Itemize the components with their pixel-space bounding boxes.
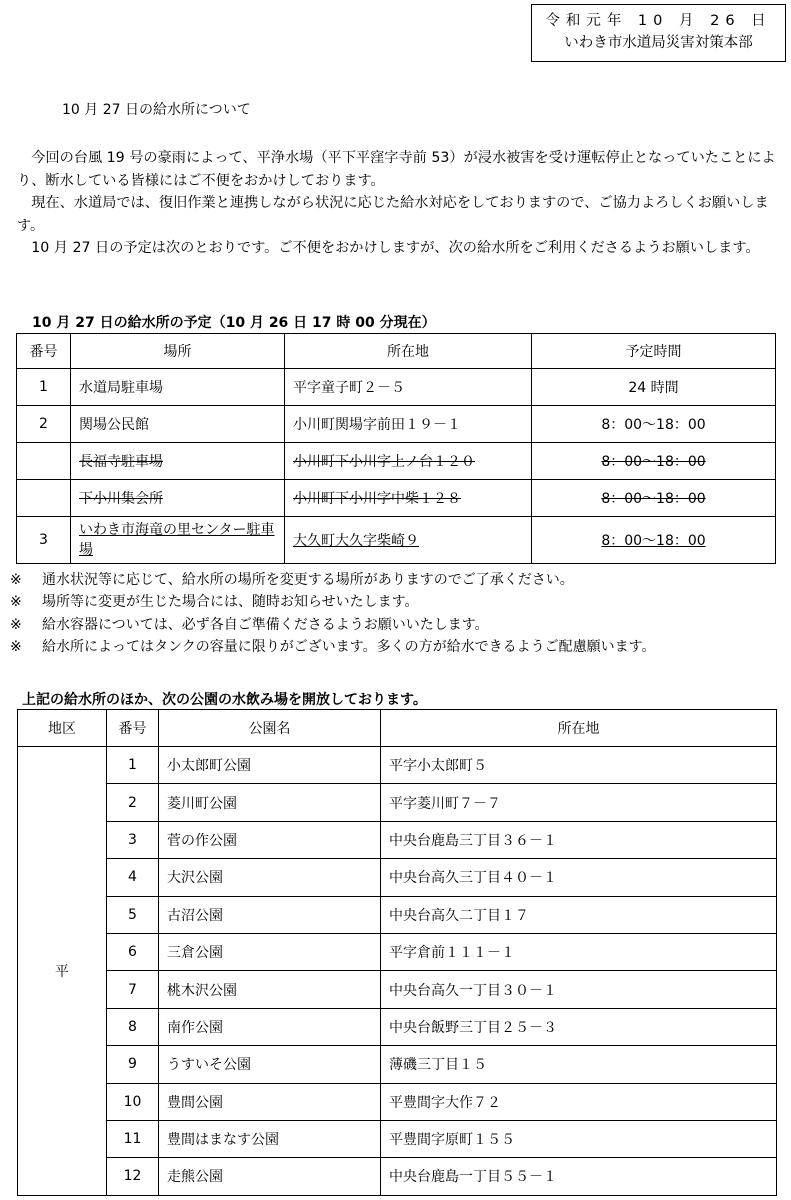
note-item: ※ 通水状況等に応じて、給水所の場所を変更する場所がありますのでご了承ください。 bbox=[10, 572, 574, 588]
paragraph-3: 10 月 27 日の予定は次のとおりです。ご不便をおかけしますが、次の給水所をご利用くださるようお願いします。 bbox=[31, 240, 760, 256]
col-header-time: 予定時間 bbox=[532, 334, 776, 369]
row-park: 菱川町公園 bbox=[159, 784, 381, 821]
row-number: 12 bbox=[107, 1158, 159, 1195]
note-item: ※ 給水容器については、必ず各自ご準備くださるようお願いいたします。 bbox=[10, 616, 489, 633]
notes-list bbox=[10, 569, 655, 659]
row-number: 1 bbox=[17, 369, 71, 406]
table-row-added bbox=[17, 517, 776, 564]
table-row bbox=[18, 1158, 777, 1195]
row-park: 菅の作公園 bbox=[159, 821, 381, 858]
row-number: 6 bbox=[107, 933, 159, 970]
table-row bbox=[18, 784, 777, 821]
row-park: 三倉公園 bbox=[159, 933, 381, 970]
col-header-number: 番号 bbox=[17, 334, 71, 369]
district-cell: 平 bbox=[18, 747, 107, 1196]
col-header-address: 所在地 bbox=[285, 334, 532, 369]
row-place: いわき市海竜の里センター駐車場 bbox=[71, 517, 285, 564]
table-row bbox=[18, 821, 777, 858]
row-number: 10 bbox=[107, 1083, 159, 1120]
row-address: 平字童子町２－５ bbox=[285, 369, 532, 406]
row-park: 桃木沢公園 bbox=[159, 971, 381, 1008]
row-address: 小川町関場字前田１９－１ bbox=[285, 406, 532, 443]
table-header-row bbox=[17, 334, 776, 369]
schedule-caption: 10 月 27 日の給水所の予定（10 月 26 日 17 時 00 分現在） bbox=[32, 315, 436, 331]
row-place: 関場公民館 bbox=[71, 406, 285, 443]
schedule-table bbox=[16, 333, 776, 564]
table-row bbox=[18, 859, 777, 896]
row-park: 豊間公園 bbox=[159, 1083, 381, 1120]
col-header-address: 所在地 bbox=[381, 710, 777, 747]
col-header-park: 公園名 bbox=[159, 710, 381, 747]
row-time: 24 時間 bbox=[532, 369, 776, 406]
table-row bbox=[18, 747, 777, 784]
row-number: 11 bbox=[107, 1120, 159, 1157]
row-number: 3 bbox=[107, 821, 159, 858]
note-item: ※ 場所等に変更が生じた場合には、随時お知らせいたします。 bbox=[10, 594, 419, 611]
row-address: 小川町下小川字中柴１２８ bbox=[285, 480, 532, 517]
row-number bbox=[17, 480, 71, 517]
header-organization: いわき市水道局災害対策本部 bbox=[564, 35, 753, 51]
table-row bbox=[18, 1120, 777, 1157]
row-number: 5 bbox=[107, 896, 159, 933]
row-address: 平豊間字大作７２ bbox=[381, 1083, 777, 1120]
table-row-cancelled bbox=[17, 480, 776, 517]
row-park: 古沼公園 bbox=[159, 896, 381, 933]
row-address: 中央台鹿島一丁目５５－１ bbox=[381, 1158, 777, 1195]
row-number bbox=[17, 443, 71, 480]
parks-table bbox=[17, 709, 777, 1196]
row-address: 平豊間字原町１５５ bbox=[381, 1120, 777, 1157]
parks-caption: 上記の給水所のほか、次の公園の水飲み場を開放しております。 bbox=[22, 692, 427, 708]
row-park: 豊間はまなす公園 bbox=[159, 1120, 381, 1157]
row-number: 8 bbox=[107, 1008, 159, 1045]
col-header-number: 番号 bbox=[107, 710, 159, 747]
row-place: 水道局駐車場 bbox=[71, 369, 285, 406]
row-address: 小川町下小川字上ノ台１２０ bbox=[285, 443, 532, 480]
row-park: 小太郎町公園 bbox=[159, 747, 381, 784]
row-time: 8：00～18：00 bbox=[532, 517, 776, 564]
row-number: 4 bbox=[107, 859, 159, 896]
row-number: 2 bbox=[17, 406, 71, 443]
row-address: 平字小太郎町５ bbox=[381, 747, 777, 784]
table-row bbox=[18, 971, 777, 1008]
table-row bbox=[18, 1046, 777, 1083]
row-number: 9 bbox=[107, 1046, 159, 1083]
row-address: 薄磯三丁目１５ bbox=[381, 1046, 777, 1083]
row-place: 下小川集会所 bbox=[71, 480, 285, 517]
header-date-box bbox=[531, 4, 786, 62]
row-number: 7 bbox=[107, 971, 159, 1008]
row-time: 8：00～18：00 bbox=[532, 480, 776, 517]
row-number: 2 bbox=[107, 784, 159, 821]
row-address: 大久町大久字柴崎９ bbox=[285, 517, 532, 564]
row-address: 中央台鹿島三丁目３６－１ bbox=[381, 821, 777, 858]
table-row-cancelled bbox=[17, 443, 776, 480]
table-row bbox=[17, 369, 776, 406]
row-address: 平字倉前１１１－１ bbox=[381, 933, 777, 970]
intro-paragraphs bbox=[17, 147, 787, 260]
row-number: 1 bbox=[107, 747, 159, 784]
row-park: 大沢公園 bbox=[159, 859, 381, 896]
row-park: 走熊公園 bbox=[159, 1158, 381, 1195]
row-address: 中央台高久三丁目４０－１ bbox=[381, 859, 777, 896]
note-item: ※ 給水所によってはタンクの容量に限りがございます。多くの方が給水できるようご配慮願います。 bbox=[10, 639, 656, 656]
row-number: 3 bbox=[17, 517, 71, 564]
row-address: 平字菱川町７－７ bbox=[381, 784, 777, 821]
paragraph-2: 現在、水道局では、復旧作業と連携しながら状況に応じた給水対応をしておりますので、ご協力よろしくお願いします。 bbox=[17, 195, 769, 234]
paragraph-1: 今回の台風 19 号の豪雨によって、平浄水場（平下平窪字寺前 53）が浸水被害を受け運転停止となっていたことにより、断水している皆様にはご不便をおかけしております。 bbox=[17, 150, 776, 189]
col-header-district: 地区 bbox=[18, 710, 107, 747]
col-header-place: 場所 bbox=[71, 334, 285, 369]
row-address: 中央台高久一丁目３０－１ bbox=[381, 971, 777, 1008]
table-header-row bbox=[18, 710, 777, 747]
row-park: 南作公園 bbox=[159, 1008, 381, 1045]
row-place: 長福寺駐車場 bbox=[71, 443, 285, 480]
table-row bbox=[17, 406, 776, 443]
header-date: 令和元年 10 月 26 日 bbox=[545, 13, 772, 29]
table-row bbox=[18, 896, 777, 933]
page-title: 10 月 27 日の給水所について bbox=[62, 102, 251, 118]
table-row bbox=[18, 1083, 777, 1120]
row-time: 8：00～18：00 bbox=[532, 406, 776, 443]
row-address: 中央台高久二丁目１７ bbox=[381, 896, 777, 933]
table-row bbox=[18, 1008, 777, 1045]
row-time: 8：00～18：00 bbox=[532, 443, 776, 480]
row-address: 中央台飯野三丁目２５－３ bbox=[381, 1008, 777, 1045]
table-row bbox=[18, 933, 777, 970]
row-park: うすいそ公園 bbox=[159, 1046, 381, 1083]
